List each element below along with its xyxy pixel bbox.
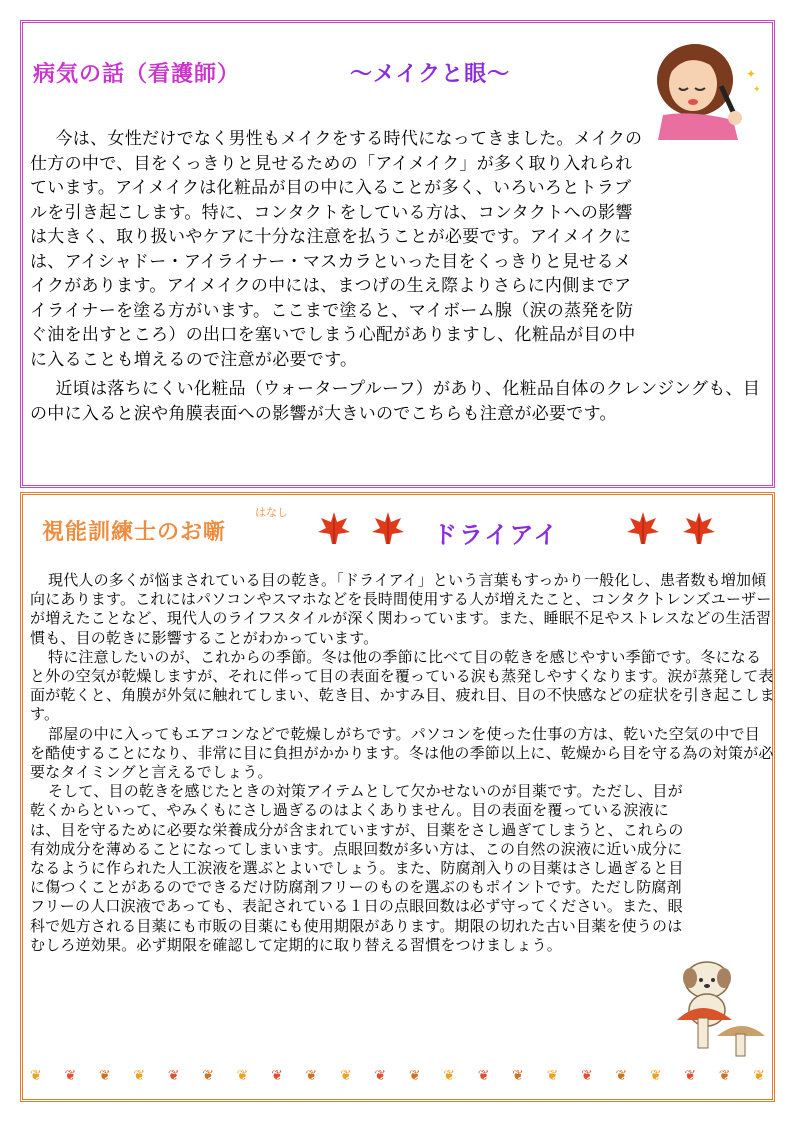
autumn-leaf-icon: ❦ [133, 1068, 146, 1084]
autumn-leaf-icon: ❦ [98, 1068, 111, 1084]
section2-paragraph: そして、目の乾きを感じたときの対策アイテムとして欠かせないのが目薬です。ただし、目が乾くからといって、やみくもにさし過ぎるのはよくありません。目の表面を覆っている涙液には、目を守るために必要な栄養成分が含まれていますが、目薬をさし過ぎてしまうと、これらの有効成分を薄めることになってしまいます。点眼回数が多い方は、この自然の涙液に近い成分になるように作られた人工涙液を選ぶとよいでしょう。また、防腐剤入りの目薬はさし過ぎると目に傷つくことがあるのでできるだけ防腐剤フリーのものを選ぶのもポイントです。ただし防腐剤フリーの人口涙液であっても、表記されている１日の点眼回数は必ず守ってください。また、眼科で処方される目薬にも市販の目薬にも使用期限があります。期限の切れた古い目薬を使うのはむしろ逆効果。必ず期限を確認して定期的に取り替える習慣をつけましょう。 [30, 782, 684, 954]
maple-leaf-icon [625, 510, 661, 546]
autumn-leaf-icon: ❦ [753, 1068, 765, 1084]
autumn-leaf-icon: ❦ [684, 1068, 697, 1084]
autumn-leaf-icon: ❦ [546, 1068, 559, 1084]
autumn-leaf-icon: ❦ [167, 1068, 180, 1084]
autumn-leaf-icon: ❦ [443, 1068, 455, 1084]
section1-body-2 [30, 377, 775, 426]
autumn-leaf-icon: ❦ [718, 1068, 731, 1084]
autumn-leaf-icon: ❦ [581, 1068, 593, 1084]
autumn-leaf-icon: ❦ [202, 1068, 214, 1084]
autumn-leaf-icon: ❦ [64, 1068, 77, 1084]
section1-title: ～メイクと眼～ [350, 62, 511, 87]
autumn-leaf-icon: ❦ [236, 1068, 249, 1084]
section2-title: ドライアイ [433, 521, 560, 549]
autumn-leaf-icon: ❦ [649, 1068, 662, 1084]
woman-makeup-icon [643, 40, 765, 140]
autumn-leaf-icon: ❦ [374, 1068, 387, 1084]
bear-mushroom-icon [672, 958, 767, 1058]
autumn-leaf-icon: ❦ [339, 1068, 352, 1084]
maple-leaf-icon [681, 510, 717, 546]
maple-leaf-icon [370, 510, 406, 546]
svg-text:✦: ✦ [753, 85, 761, 95]
svg-text:✦: ✦ [746, 67, 757, 81]
autumn-leaf-icon: ❦ [305, 1068, 318, 1084]
autumn-leaf-icon: ❦ [512, 1068, 524, 1084]
autumn-leaf-icon: ❦ [408, 1068, 421, 1084]
autumn-leaf-icon: ❦ [271, 1068, 283, 1084]
section1-category: 病気の話（看護師） [33, 62, 241, 87]
section2-category: 視能訓練士のお噺 [42, 520, 227, 545]
title-ruby: はなし [255, 506, 288, 519]
section2-paragraph: 部屋の中に入ってもエアコンなどで乾燥しがちです。パソコンを使った仕事の方は、乾いた空気の中で目を酷使することになり、非常に目に負担がかかります。冬は他の季節以上に、乾燥から目を守る為の対策が必要なタイミングと言えるでしょう。 [30, 724, 774, 782]
section1-paragraph: 近頃は落ちにくい化粧品（ウォータープルーフ）があり、化粧品自体のクレンジングも、目の中に入ると涙や角膜表面への影響が大きいのでこちらも注意が必要です。 [30, 379, 761, 424]
leaf-border [30, 1068, 765, 1084]
autumn-leaf-icon: ❦ [30, 1068, 42, 1084]
autumn-leaf-icon: ❦ [615, 1068, 628, 1084]
section1-body [30, 127, 775, 372]
maple-leaf-icon [316, 510, 352, 546]
section2-paragraph: 現代人の多くが悩まされている目の乾き。「ドライアイ」という言葉もすっかり一般化し、患者数も増加傾向にあります。これにはパソコンやスマホなどを長時間使用する人が増えたこと、コンタクトレンズユーザーが増えたことなど、現代人のライフスタイルが深く関わっています。また、睡眠不足やストレスなどの生活習慣も、目の乾きに影響することがわかっています。 [30, 571, 772, 647]
section2-body [30, 571, 775, 955]
section1-paragraph: 今は、女性だけでなく男性もメイクをする時代になってきました。メイクの仕方の中で、目をくっきりと見せるための「アイメイク」が多く取り入れられています。アイメイクは化粧品が目の中に入ることが多く、いろいろとトラブルを引き起こします。特に、コンタクトをしている方は、コンタクトへの影響は大きく、取り扱いやケアに十分な注意を払うことが必要です。アイメイクには、アイシャドー・アイライナー・マスカラといった目をくっきりと見せるメイクがあります。アイメイクの中には、まつげの生え際よりさらに内側までアイライナーを塗る方がいます。ここまで塗ると、マイボーム腺（涙の蒸発を防ぐ油を出すところ）の出口を塞いでしまう心配がありますし、化粧品が目の中に入ることも増えるので注意が必要です。 [30, 129, 643, 370]
autumn-leaf-icon: ❦ [477, 1068, 490, 1084]
section2-paragraph: 特に注意したいのが、これからの季節。冬は他の季節に比べて目の乾きを感じやすい季節です。冬になると外の空気が乾燥しますが、それに伴って目の表面を覆っている涙も蒸発しやすくなります。涙が蒸発して表面が乾くと、角膜が外気に触れてしまい、乾き目、かすみ目、疲れ目、目の不快感などの症状を引き起こします。 [30, 647, 775, 724]
